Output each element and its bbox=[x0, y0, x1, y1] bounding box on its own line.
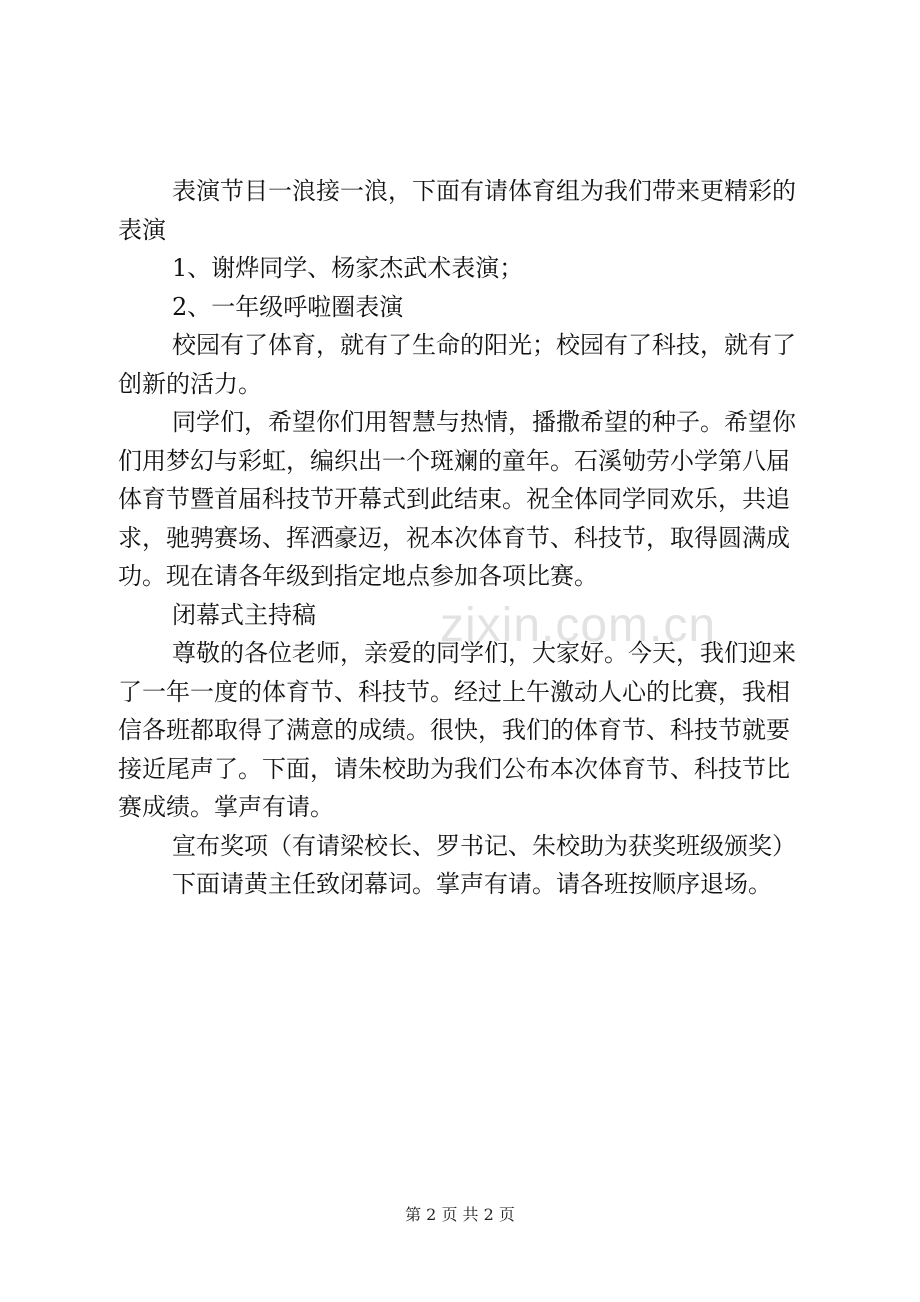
page-footer: 第 2 页 共 2 页 bbox=[405, 1205, 515, 1224]
text-line: 闭幕式主持稿 bbox=[172, 600, 316, 629]
paragraph-award-announcement bbox=[118, 827, 808, 866]
paragraph-program-item-2 bbox=[118, 288, 808, 327]
text-line: 体育节暨首届科技节开幕式到此结束。祝全体同学同欢乐，共追 bbox=[118, 485, 790, 513]
paragraph-closing-greeting bbox=[118, 634, 808, 827]
paragraph-closing-speech bbox=[118, 865, 808, 904]
text-line: 们用梦幻与彩虹，编织出一个斑斓的童年。石溪劬劳小学第八届 bbox=[118, 446, 790, 475]
text-line: 校园有了体育，就有了生命的阳光；校园有了科技，就有了 bbox=[172, 331, 796, 359]
document-body bbox=[118, 172, 808, 904]
text-line: 赛成绩。掌声有请。 bbox=[118, 793, 334, 821]
paragraph-performance-intro bbox=[118, 172, 808, 249]
section-heading-closing-script bbox=[118, 596, 808, 635]
text-line: 2、一年级呼啦圈表演 bbox=[172, 292, 404, 321]
text-line: 同学们，希望你们用智慧与热情，播撒希望的种子。希望你 bbox=[172, 408, 796, 436]
paragraph-program-item-1 bbox=[118, 249, 808, 288]
text-line: 了一年一度的体育节、科技节。经过上午激动人心的比赛，我相 bbox=[118, 677, 790, 706]
text-line: 表演节目一浪接一浪，下面有请体育组为我们带来更精彩的 bbox=[172, 177, 796, 205]
text-line: 尊敬的各位老师，亲爱的同学们，大家好。今天，我们迎来 bbox=[172, 639, 796, 667]
watermark: zixin.com.cn bbox=[440, 599, 717, 652]
text-line: 宣布奖项（有请梁校长、罗书记、朱校助为获奖班级颁奖） bbox=[172, 831, 796, 860]
text-line: 求，驰骋赛场、挥洒豪迈，祝本次体育节、科技节，取得圆满成 bbox=[118, 523, 790, 552]
text-line: 表演 bbox=[118, 215, 166, 244]
paragraph-campus-sports bbox=[118, 326, 808, 403]
paragraph-opening-conclusion bbox=[118, 403, 808, 596]
text-line: 信各班都取得了满意的成绩。很快，我们的体育节、科技节就要 bbox=[118, 716, 790, 744]
text-line: 创新的活力。 bbox=[118, 369, 262, 398]
text-line: 功。现在请各年级到指定地点参加各项比赛。 bbox=[118, 562, 598, 590]
text-line: 1、谢烨同学、杨家杰武术表演； bbox=[172, 254, 524, 282]
text-line: 接近尾声了。下面，请朱校助为我们公布本次体育节、科技节比 bbox=[118, 754, 790, 783]
text-line: 下面请黄主任致闭幕词。掌声有请。请各班按顺序退场。 bbox=[172, 870, 772, 898]
